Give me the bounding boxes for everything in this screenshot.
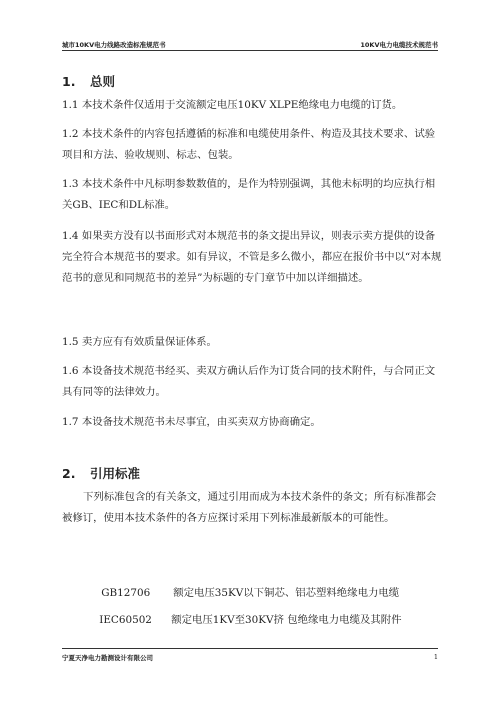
reference-name: 额定电压1KV至30KV挤 包绝缘电力电缆及其附件 <box>171 614 402 626</box>
section-2-title: 引用标准 <box>90 466 141 481</box>
section-2-number: 2. <box>62 466 76 481</box>
page-footer <box>62 653 438 663</box>
section-2-heading <box>62 464 140 482</box>
header-left-title: 城市10KV电力线路改造标准规范书 <box>62 41 166 49</box>
clause-1-3: 1.3 本技术条件中凡标明参数数值的，是作为特别强调，其他未标明的均应执行相关GB、IEC和DL标准。 <box>62 178 436 211</box>
section-2-intro: 下列标准包含的有关条文，通过引用而成为本技术条件的条文；所有标准都会被修订，使用本技术条件的各方应探讨采用下列标准最新版本的可能性。 <box>62 491 437 524</box>
reference-row <box>86 599 402 638</box>
reference-name: 额定电压35KV以下铜芯、铝芯塑料绝缘电力电缆 <box>173 587 400 599</box>
section-1-number: 1. <box>62 74 76 89</box>
header-right-title: 10KV电力电缆技术规范书 <box>360 41 438 49</box>
reference-code: GB12706 <box>101 587 151 599</box>
footer-rule <box>62 648 438 649</box>
section-1-title: 总则 <box>90 74 116 89</box>
clause-1-2: 1.2 本技术条件的内容包括遵循的标准和电缆使用条件、构造及其技术要求、试验项目和方法、验收规则、标志、包装。 <box>62 128 436 161</box>
section-1-heading <box>62 72 115 90</box>
header-rule <box>62 50 438 51</box>
clause-1-5: 1.5 卖方应有有效质量保证体系。 <box>62 336 217 348</box>
clause-1-6: 1.6 本设备技术规范书经买、卖双方确认后作为订货合同的技术附件，与合同正文具有同等的法律效力。 <box>62 365 436 398</box>
clause-1-7: 1.7 本设备技术规范书未尽事宜，由买卖双方协商确定。 <box>62 416 321 428</box>
clause-1-1: 1.1 本技术条件仅适用于交流额定电压10KV XLPE绝缘电力电缆的订货。 <box>62 99 403 111</box>
reference-code: IEC60502 <box>99 614 152 626</box>
page-number: 1 <box>433 653 438 661</box>
clause-1-4: 1.4 如果卖方没有以书面形式对本规范书的条文提出异议，则表示卖方提供的设备完全符合本规范书的要求。如有异议，不管是多么微小，都应在报价书中以“对本规范书的意见和同规范书的差异”为标题的专门章节中加以详细描述。 <box>62 230 442 284</box>
footer-company: 宁夏天净电力勘测设计有限公司 <box>62 654 153 662</box>
page-header <box>62 40 438 50</box>
